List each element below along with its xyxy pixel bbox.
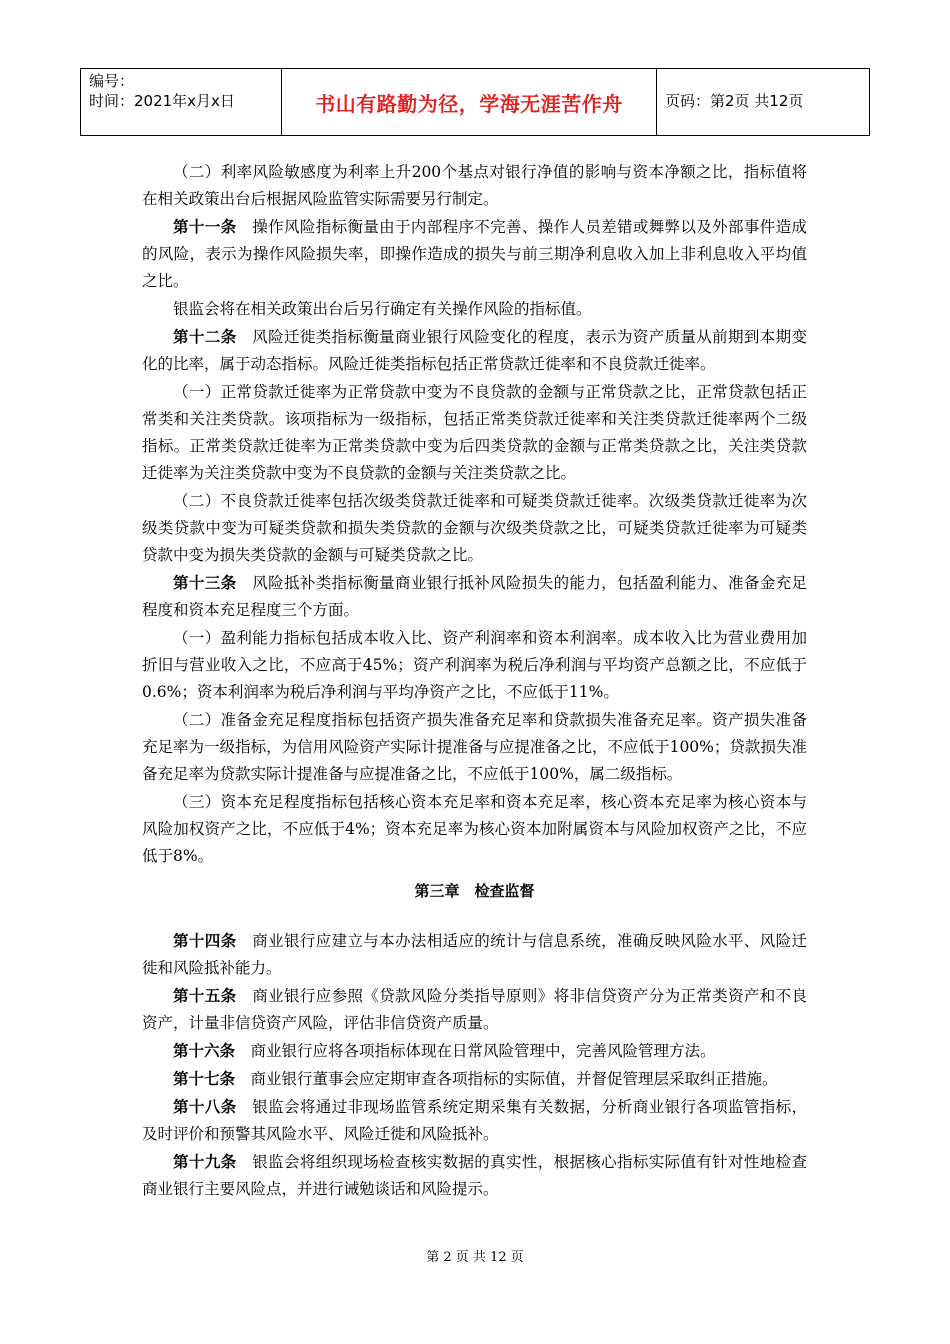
paragraph: 银监会将在相关政策出台后另行确定有关操作风险的指标值。 (173, 300, 592, 318)
document-number-label: 编号： (89, 72, 135, 90)
article-number: 第十九条 (173, 1152, 237, 1171)
article-number: 第十二条 (173, 327, 237, 346)
chapter-title: 第三章 检查监督 (414, 882, 535, 900)
article-number: 第十五条 (173, 986, 237, 1005)
article-number: 第十八条 (173, 1097, 237, 1116)
header-page-cell (657, 69, 869, 135)
paragraph: （二）准备金充足程度指标包括资产损失准备充足率和贷款损失准备充足率。资产损失准备充足率为一级指标，为信用风险资产实际计提准备与应提准备之比，不应低于100%；贷款损失准备充足率为贷款实际计提准备与应提准备之比，不应低于100%，属二级指标。 (142, 711, 807, 783)
paragraph: 第十七条 商业银行董事会应定期审查各项指标的实际值，并督促管理层采取纠正措施。 (173, 1069, 778, 1088)
header-meta (81, 69, 282, 135)
article-number: 第十六条 (173, 1041, 236, 1060)
header-page-info: 页码：第2页 共12页 (665, 92, 804, 110)
paragraph: 第十九条 银监会将组织现场检查核实数据的真实性，根据核心指标实际值有针对性地检查商业银行主要风险点，并进行诫勉谈话和风险提示。 (142, 1152, 807, 1198)
paragraph: （一）盈利能力指标包括成本收入比、资产利润率和资本利润率。成本收入比为营业费用加折旧与营业收入之比，不应高于45%；资产利润率为税后净利润与平均资产总额之比，不应低于0.6%；资本利润率为税后净利润与平均净资产之比，不应低于11%。 (142, 629, 807, 701)
paragraph: 第十四条 商业银行应建立与本办法相适应的统计与信息系统，准确反映风险水平、风险迁徙和风险抵补能力。 (142, 931, 807, 977)
paragraph: （一）正常贷款迁徙率为正常贷款中变为不良贷款的金额与正常贷款之比，正常贷款包括正常类和关注类贷款。该项指标为一级指标，包括正常类贷款迁徙率和关注类贷款迁徙率两个二级指标。正常类贷款迁徙率为正常类贷款中变为后四类贷款的金额与正常类贷款之比，关注类贷款迁徙率为关注类贷款中变为不良贷款的金额与关注类贷款之比。 (142, 383, 807, 482)
paragraph: 第十三条 风险抵补类指标衡量商业银行抵补风险损失的能力，包括盈利能力、准备金充足程度和资本充足程度三个方面。 (142, 573, 807, 619)
document-date: 时间：2021年x月x日 (89, 92, 235, 110)
paragraph: 第十六条 商业银行应将各项指标体现在日常风险管理中，完善风险管理方法。 (173, 1041, 716, 1060)
document-body (142, 158, 807, 1203)
paragraph: 第十一条 操作风险指标衡量由于内部程序不完善、操作人员差错或舞弊以及外部事件造成的风险，表示为操作风险损失率，即操作造成的损失与前三期净利息收入加上非利息收入平均值之比。 (142, 217, 807, 290)
document-header (80, 68, 870, 136)
page-footer: 第 2 页 共 12 页 (426, 1250, 524, 1265)
article-number: 第十四条 (173, 931, 237, 950)
article-number: 第十一条 (173, 217, 237, 236)
paragraph: 第十八条 银监会将通过非现场监管系统定期采集有关数据，分析商业银行各项监管指标，及时评价和预警其风险水平、风险迁徙和风险抵补。 (142, 1097, 807, 1143)
paragraph: （三）资本充足程度指标包括核心资本充足率和资本充足率，核心资本充足率为核心资本与风险加权资产之比，不应低于4%；资本充足率为核心资本加附属资本与风险加权资产之比，不应低于8%。 (142, 793, 807, 865)
article-number: 第十七条 (173, 1069, 236, 1088)
paragraph: 第十五条 商业银行应参照《贷款风险分类指导原则》将非信贷资产分为正常类资产和不良资产，计量非信贷资产风险，评估非信贷资产质量。 (142, 986, 807, 1032)
paragraph: （二）利率风险敏感度为利率上升200个基点对银行净值的影响与资本净额之比，指标值将在相关政策出台后根据风险监管实际需要另行制定。 (142, 163, 807, 208)
header-motto-cell (282, 69, 657, 135)
paragraph: 第十二条 风险迁徙类指标衡量商业银行风险变化的程度，表示为资产质量从前期到本期变化的比率，属于动态指标。风险迁徙类指标包括正常贷款迁徙率和不良贷款迁徙率。 (142, 327, 807, 373)
paragraph: （二）不良贷款迁徙率包括次级类贷款迁徙率和可疑类贷款迁徙率。次级类贷款迁徙率为次级类贷款中变为可疑类贷款和损失类贷款的金额与次级类贷款之比，可疑类贷款迁徙率为可疑类贷款中变为损失类贷款的金额与可疑类贷款之比。 (142, 492, 807, 564)
header-motto: 书山有路勤为径，学海无涯苦作舟 (315, 92, 623, 116)
article-number: 第十三条 (173, 573, 237, 592)
